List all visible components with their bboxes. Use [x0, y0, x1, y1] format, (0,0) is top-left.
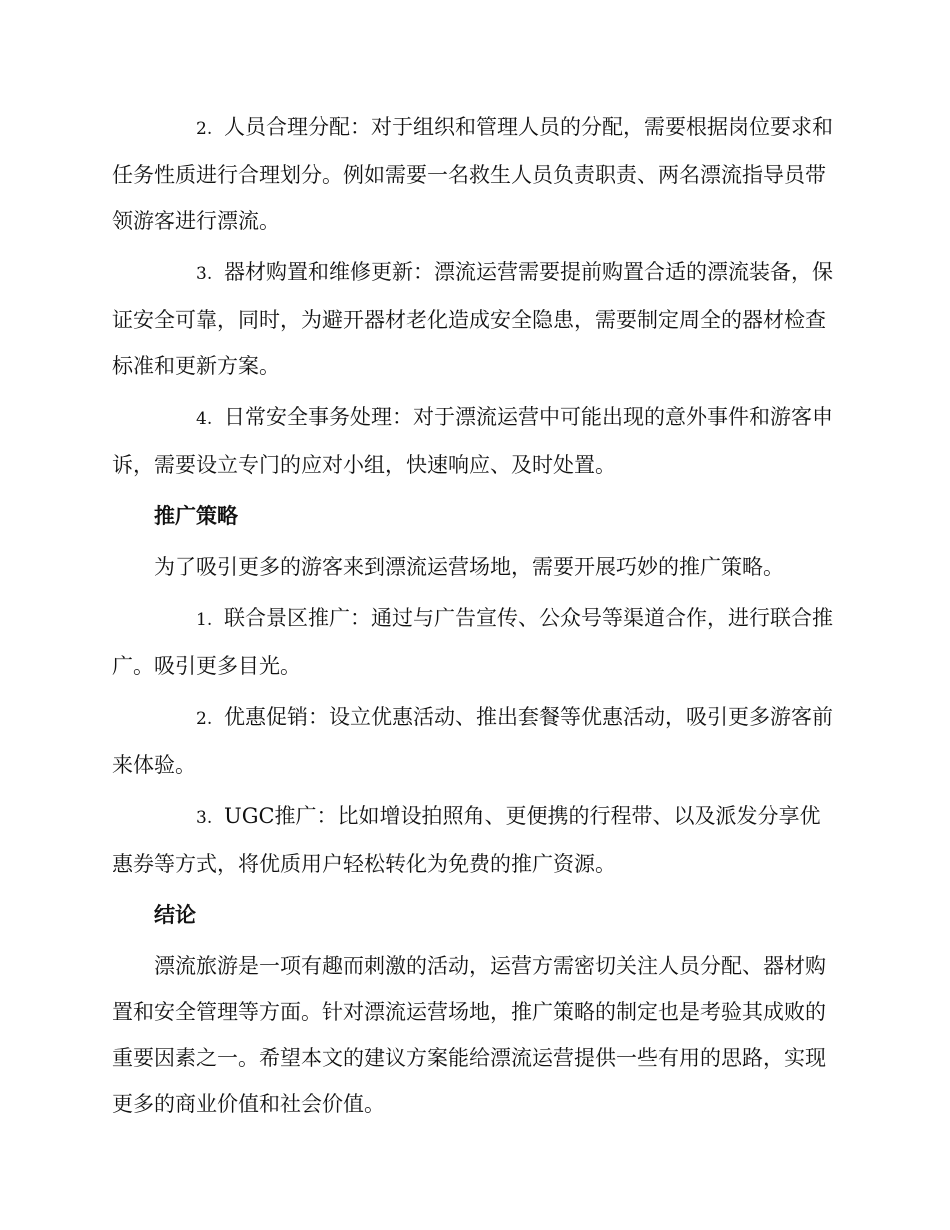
list-item-text: 日常安全事务处理：对于漂流运营中可能出现的意外事件和游客申诉，需要设立专门的应对小组，快速响应、及时处置。 — [112, 405, 833, 477]
document-page — [112, 104, 834, 1132]
list-item — [112, 793, 834, 887]
list-item — [112, 694, 834, 788]
list-item-text: 联合景区推广：通过与广告宣传、公众号等渠道合作，进行联合推广。吸引更多目光。 — [112, 606, 833, 678]
promotion-intro: 为了吸引更多的游客来到漂流运营场地，需要开展巧妙的推广策略。 — [154, 555, 784, 579]
list-item-text: UGC推广：比如增设拍照角、更便携的行程带、以及派发分享优惠券等方式，将优质用户轻松转化为免费的推广资源。 — [112, 804, 821, 876]
list-item-text: 器材购置和维修更新：漂流运营需要提前购置合适的漂流装备，保证安全可靠，同时，为避开器材老化造成安全隐患，需要制定周全的器材检查标准和更新方案。 — [112, 260, 833, 378]
list-item — [112, 595, 834, 689]
section-heading-conclusion: 结论 — [154, 902, 196, 927]
list-item — [112, 249, 834, 389]
list-number: 3. — [196, 808, 213, 828]
list-item-text: 人员合理分配：对于组织和管理人员的分配，需要根据岗位要求和任务性质进行合理划分。例如需要一名救生人员负责职责、两名漂流指导员带领游客进行漂流。 — [112, 115, 833, 233]
list-number: 4. — [196, 409, 213, 429]
list-item — [112, 394, 834, 488]
list-number: 3. — [196, 264, 213, 284]
section-heading-promotion: 推广策略 — [154, 503, 238, 528]
list-number: 2. — [196, 709, 213, 729]
list-item — [112, 104, 834, 244]
list-number: 1. — [196, 610, 213, 630]
conclusion-text: 漂流旅游是一项有趣而刺激的活动，运营方需密切关注人员分配、器材购置和安全管理等方面。针对漂流运营场地，推广策略的制定也是考验其成败的重要因素之一。希望本文的建议方案能给漂流运营提供一些有用的思路，实现更多的商业价值和社会价值。 — [112, 954, 826, 1116]
list-number: 2. — [196, 119, 213, 139]
list-item-text: 优惠促销：设立优惠活动、推出套餐等优惠活动，吸引更多游客前来体验。 — [112, 705, 833, 777]
